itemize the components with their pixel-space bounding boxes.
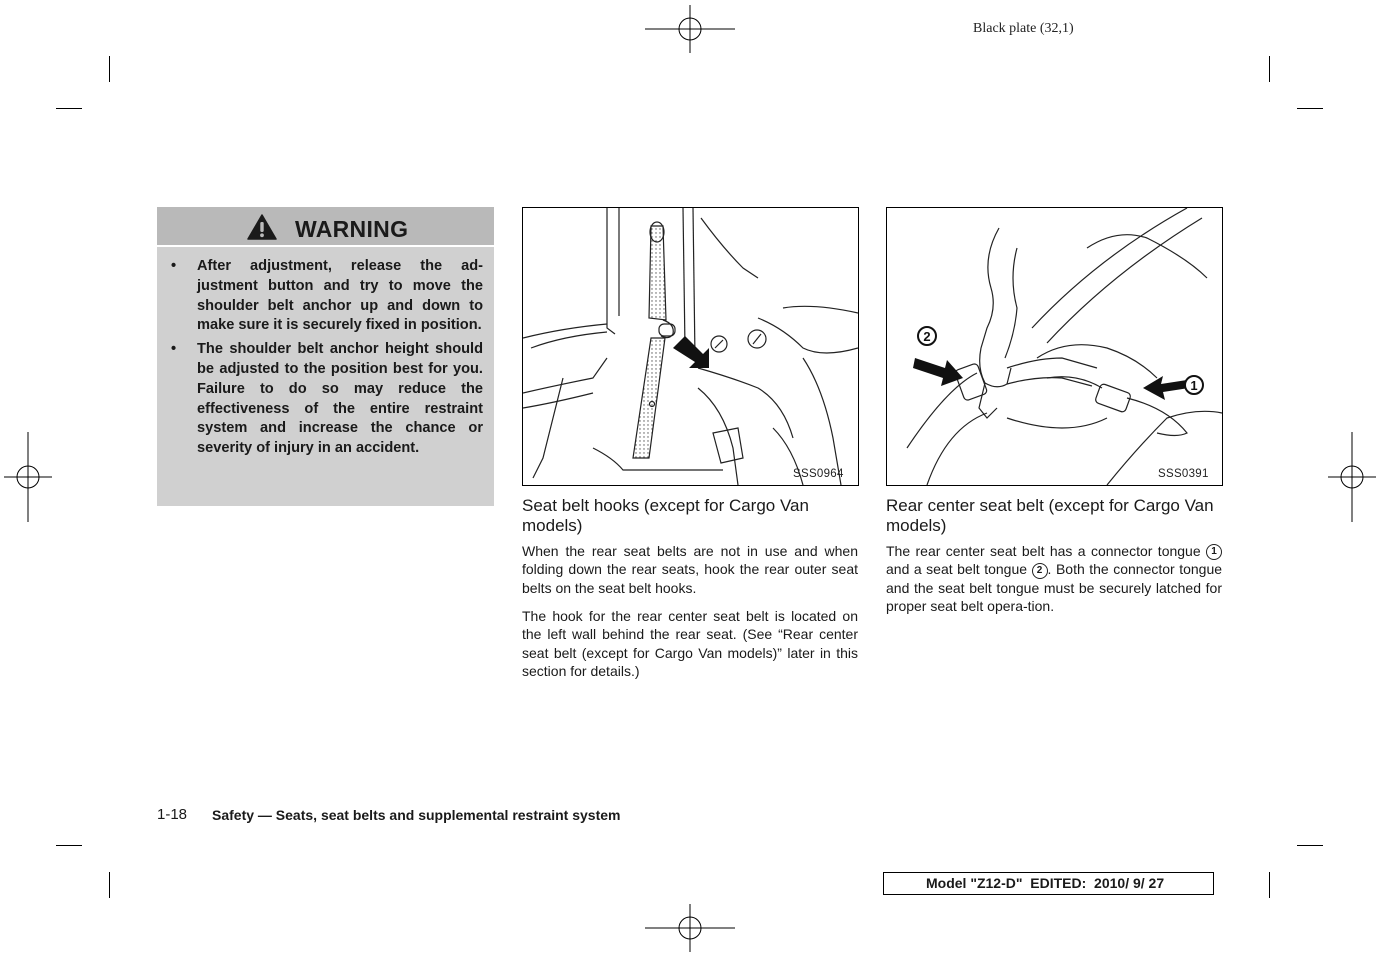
plate-label: Black plate (32,1) <box>973 21 1074 36</box>
registration-mark-icon <box>1328 432 1376 522</box>
bullet-icon: • <box>171 341 177 358</box>
warning-item <box>171 257 483 336</box>
warning-header <box>157 207 494 247</box>
callout-2-marker: 2 <box>1032 563 1048 579</box>
crop-mark <box>56 845 82 846</box>
warning-triangle-icon <box>247 214 277 240</box>
warning-title: WARNING <box>295 216 409 242</box>
warning-item <box>171 340 483 459</box>
crop-mark <box>1297 108 1323 109</box>
callout-1-marker: 1 <box>1206 544 1222 560</box>
figure-code: SSS0391 <box>1158 468 1209 480</box>
warning-box <box>157 207 494 506</box>
figure-code: SSS0964 <box>793 468 844 480</box>
rear-center-seat-belt-illustration <box>886 207 1223 486</box>
section-heading: Rear center seat belt (except for Cargo Van models) <box>886 496 1214 535</box>
seat-belt-hook-drawing-icon <box>523 208 858 485</box>
registration-mark-icon <box>645 5 735 53</box>
footer-section-title: Safety — Seats, seat belts and supplemental restraint system <box>212 807 621 823</box>
page-number: 1-18 <box>157 806 188 823</box>
crop-mark <box>109 56 110 82</box>
model-label: Model "Z12-D" EDITED: 2010/ 9/ 27 <box>926 875 1165 891</box>
warning-list <box>171 257 483 463</box>
registration-mark-icon <box>645 904 735 952</box>
crop-mark <box>56 108 82 109</box>
warning-item-text: The shoulder belt anchor height should be adjusted to the position best for you. Failure to do so may reduce the effectiveness of the entire restraint system and increase the chance or severity of injury in an accident. <box>197 341 483 457</box>
crop-mark <box>1297 845 1323 846</box>
callout-2: 2 <box>923 329 931 344</box>
paragraph-text: and a seat belt tongue <box>886 561 1028 578</box>
callout-1: 1 <box>1190 378 1198 393</box>
warning-item-text: After adjustment, release the ad-justment button and try to move the shoulder belt anchor up and down to make sure it is securely fixed in position. <box>197 258 483 334</box>
paragraph-text: The rear center seat belt has a connector tongue <box>886 543 1201 559</box>
model-box <box>883 872 1214 895</box>
bullet-icon: • <box>171 258 177 274</box>
paragraph-text: . Both the connector tongue and the seat belt tongue must be securely latched for proper seat belt opera-tion. <box>886 561 1223 614</box>
crop-mark <box>109 872 110 898</box>
section-paragraph: When the rear seat belts are not in use and when folding down the rear seats, hook the rear outer seat belts on the seat belt hooks. <box>522 543 858 596</box>
rear-center-belt-drawing-icon <box>887 208 1222 485</box>
registration-mark-icon <box>4 432 52 522</box>
section-paragraph <box>886 542 1222 615</box>
crop-mark <box>1269 872 1270 898</box>
section-paragraph: The hook for the rear center seat belt is located on the left wall behind the rear seat. (See “Rear center seat belt (except for Cargo Van models)” later in this section for details.) <box>522 608 858 679</box>
section-heading: Seat belt hooks (except for Cargo Van models) <box>522 496 809 535</box>
crop-mark <box>1269 56 1270 82</box>
seat-belt-hooks-illustration <box>522 207 859 486</box>
